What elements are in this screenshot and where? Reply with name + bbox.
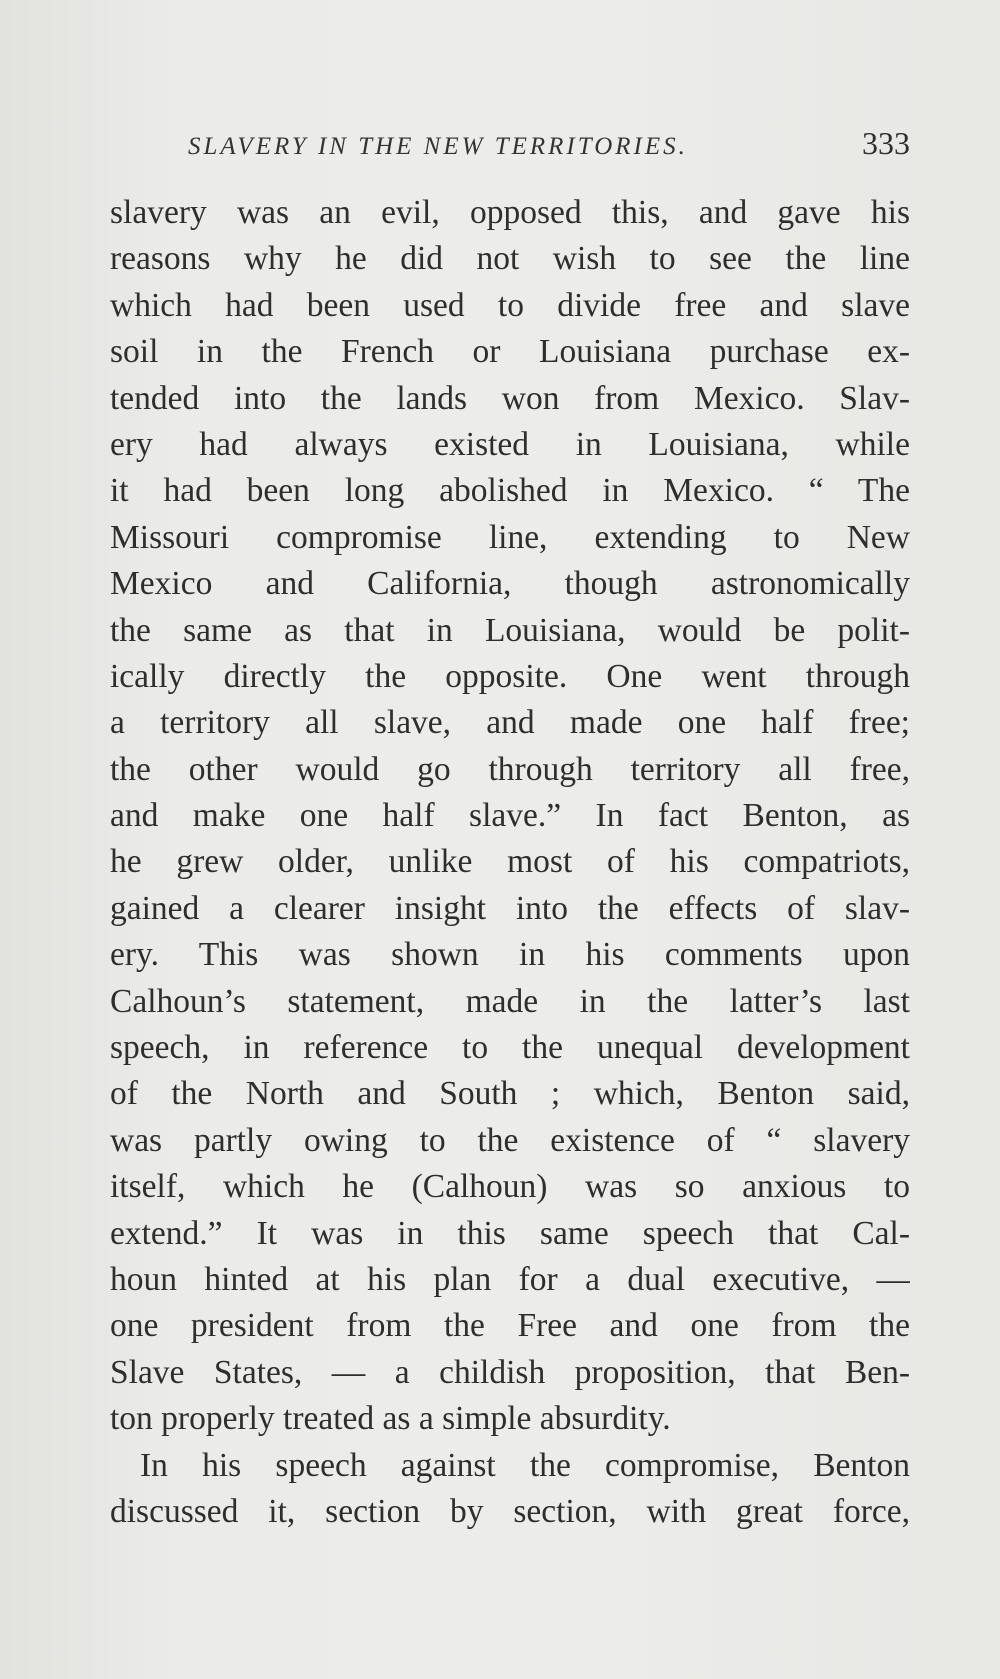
- text-line: Mexico and California, though astronomically: [110, 565, 910, 603]
- text-line: discussed it, section by section, with great force,: [110, 1492, 910, 1530]
- text-line: Missouri compromise line, extending to New: [110, 518, 910, 556]
- page-number: 333: [862, 125, 910, 161]
- text-line: gained a clearer insight into the effects of slav-: [110, 889, 910, 927]
- text-line: ically directly the opposite. One went through: [110, 657, 910, 695]
- text-line: reasons why he did not wish to see the line: [110, 240, 910, 278]
- paragraph-end-line: ton properly treated as a simple absurdity.: [110, 1400, 671, 1438]
- body-text: [110, 190, 910, 1535]
- text-line: ery. This was shown in his comments upon: [110, 936, 910, 974]
- running-title: SLAVERY IN THE NEW TERRITORIES.: [188, 133, 688, 160]
- text-line: which had been used to divide free and slave: [110, 286, 910, 324]
- running-head: [188, 125, 910, 169]
- text-line: the same as that in Louisiana, would be polit-: [110, 611, 910, 649]
- text-line: of the North and South ; which, Benton said,: [110, 1075, 910, 1113]
- text-line: houn hinted at his plan for a dual executive, —: [110, 1260, 910, 1298]
- text-line: tended into the lands won from Mexico. Slav-: [110, 379, 910, 417]
- text-line: the other would go through territory all free,: [110, 750, 910, 788]
- text-line: and make one half slave.” In fact Benton, as: [110, 797, 910, 835]
- paragraph-start-line: In his speech against the compromise, Benton: [140, 1446, 910, 1484]
- text-line: a territory all slave, and made one half free;: [110, 704, 910, 742]
- text-line: one president from the Free and one from the: [110, 1307, 910, 1345]
- text-line: slavery was an evil, opposed this, and gave his: [110, 194, 910, 231]
- text-line: itself, which he (Calhoun) was so anxious to: [110, 1168, 910, 1206]
- text-line: Calhoun’s statement, made in the latter’s last: [110, 982, 910, 1020]
- text-line: ery had always existed in Louisiana, while: [110, 425, 910, 463]
- text-line: Slave States, — a childish proposition, that Ben-: [110, 1353, 910, 1391]
- text-line: he grew older, unlike most of his compatriots,: [110, 843, 910, 881]
- text-line: it had been long abolished in Mexico. “ The: [110, 472, 910, 510]
- text-line: was partly owing to the existence of “ slavery: [110, 1121, 910, 1159]
- text-line: extend.” It was in this same speech that Cal-: [110, 1214, 910, 1252]
- text-line: speech, in reference to the unequal development: [110, 1029, 910, 1067]
- text-line: soil in the French or Louisiana purchase ex-: [110, 333, 910, 371]
